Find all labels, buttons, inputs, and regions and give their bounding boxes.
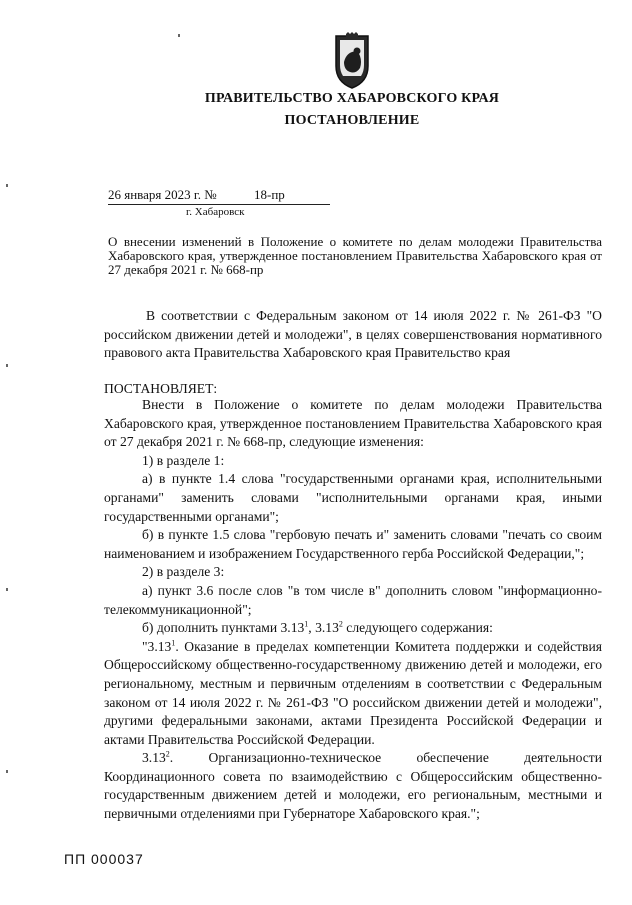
- paragraph-item-3b: б) дополнить пунктами 3.13$^1$, 3.13$^2$ следующего содержания:: [142, 619, 493, 636]
- paragraph-section3: 2) в разделе 3:: [142, 564, 225, 580]
- paragraph-clause-3-13-2: 3.13$^2$. Организационно-техническое обеспечение деятельности Координационного совета по взаимодействию с Общероссийским общественно-государственным движением детей и молодежи, его региональным, местными и первичными отделениями при Губернаторе Хабаровского края.";: [104, 749, 602, 822]
- preamble: В соответствии с Федеральным законом от 14 июля 2022 г. № 261-ФЗ "О российском движении детей и молодежи", в целях совершенствования нормативного правового акта Правительства Хабаровского края Правительство края: [104, 308, 602, 361]
- document-number: 18-пр: [254, 187, 285, 202]
- scan-mark: [178, 34, 180, 37]
- document-date: 26 января 2023 г. №: [108, 187, 217, 202]
- government-name: ПРАВИТЕЛЬСТВО ХАБАРОВСКОГО КРАЯ: [204, 91, 500, 106]
- document-subject: О внесении изменений в Положение о комитете по делам молодежи Правительства Хабаровского края, утвержденное постановлением Правительства Хабаровского края от 27 декабря 2021 г. № 668-пр: [108, 234, 602, 277]
- document-body: [104, 396, 602, 824]
- paragraph-item-3a: а) пункт 3.6 после слов "в том числе в" дополнить словом "информационно-телекоммуникационной";: [104, 582, 602, 617]
- date-number-line: [108, 186, 330, 205]
- coat-of-arms-emblem: [330, 32, 374, 90]
- document-city: г. Хабаровск: [186, 206, 245, 218]
- paragraph-clause-3-13-1: "3.13$^1$. Оказание в пределах компетенции Комитета поддержки и содействия Общероссийскому общественно-государственному движению детей и молодежи, его региональному, местным и первичным отделениям в соответствии с Федеральным законом от 14 июля 2022 г. № 261-ФЗ "О российском движении детей и молодежи", другими федеральными законами, актами Президента Российской Федерации и актами Правительства Российской Федерации.: [104, 638, 602, 747]
- paragraph-intro: Внести в Положение о комитете по делам молодежи Правительства Хабаровского края, утвержденное постановлением Правительства Хабаровского края от 27 декабря 2021 г. № 668-пр, следующие изменения:: [104, 397, 602, 450]
- decree-word: ПОСТАНОВЛЯЕТ:: [104, 381, 218, 396]
- paragraph-item-1b: б) в пункте 1.5 слова "гербовую печать и" заменить словами "печать со своим наименованием и изображением Государственного герба Российской Федерации,";: [104, 527, 602, 561]
- scan-mark: [6, 770, 8, 773]
- footer-code: ПП 000037: [64, 851, 144, 867]
- scan-mark: [6, 364, 8, 367]
- paragraph-item-1a: а) в пункте 1.4 слова "государственными органами края, исполнительными органами" заменить словами "исполнительными органами края, иными государственными органами";: [104, 471, 602, 524]
- paragraph-section1: 1) в разделе 1:: [142, 452, 225, 468]
- scan-mark: [6, 184, 8, 187]
- document-type: ПОСТАНОВЛЕНИЕ: [284, 113, 420, 128]
- scan-mark: [6, 588, 8, 591]
